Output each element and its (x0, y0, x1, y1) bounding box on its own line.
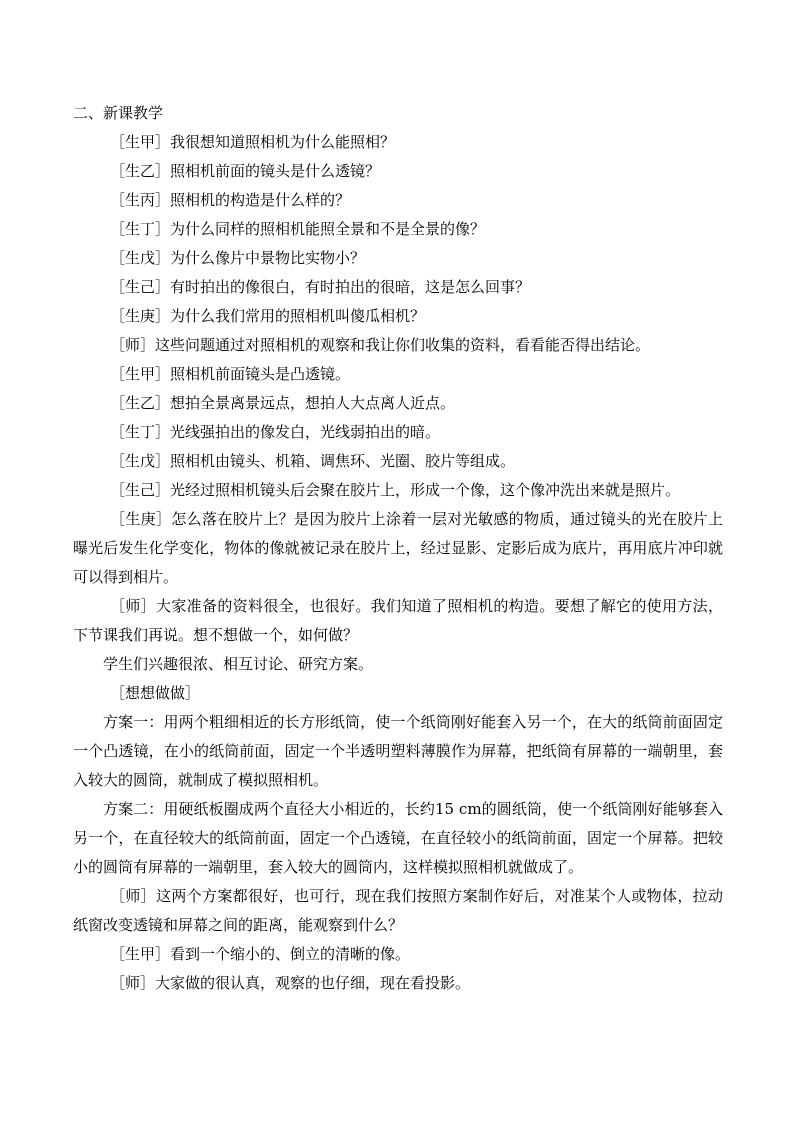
paragraph-sheng-geng: ［生庚］怎么落在胶片上？是因为胶片上涂着一层对光敏感的物质，通过镜头的光在胶片上曝光后发生化学变化，物体的像就被记录在胶片上，经过显影、定影后成为底片，再用底片冲印就可以得到相片。 (73, 510, 723, 586)
dialogue-line: ［生丁］光线强拍出的像发白，光线弱拍出的暗。 (110, 423, 441, 441)
dialogue-line: ［生己］光经过照相机镜头后会聚在胶片上，形成一个像，这个像冲洗出来就是照片。 (110, 481, 681, 499)
dialogue-line: ［生甲］照相机前面镜头是凸透镜。 (110, 365, 351, 383)
think-and-do-heading: ［想想做做］ (110, 684, 201, 702)
dialogue-line: ［生戊］为什么像片中景物比实物小？ (110, 249, 366, 267)
dialogue-line: ［生庚］为什么我们常用的照相机叫傻瓜相机？ (110, 307, 426, 325)
paragraph-plan-1: 方案一：用两个粗细相近的长方形纸筒，使一个纸筒刚好能套入另一个，在大的纸筒前面固定一个凸透镜，在小的纸筒前面，固定一个半透明塑料薄膜作为屏幕，把纸筒有屏幕的一端朝里，套入较大的圆筒，就制成了模拟照相机。 (73, 713, 723, 789)
dialogue-line: ［生甲］看到一个缩小的、倒立的清晰的像。 (110, 945, 411, 963)
dialogue-line: ［生甲］我很想知道照相机为什么能照相？ (110, 133, 396, 151)
dialogue-line: ［生丁］为什么同样的照相机能照全景和不是全景的像？ (110, 220, 486, 238)
dialogue-line: ［生丙］照相机的构造是什么样的？ (110, 191, 351, 209)
document-body (73, 99, 723, 998)
section-heading: 二、新课教学 (73, 104, 164, 122)
students-discussion-line: 学生们兴趣很浓、相互讨论、研究方案。 (103, 655, 374, 673)
dialogue-line: ［生戊］照相机由镜头、机箱、调焦环、光圈、胶片等组成。 (110, 452, 516, 470)
paragraph-teacher-2: ［师］这两个方案都很好，也可行，现在我们按照方案制作好后，对准某个人或物体，拉动纸窗改变透镜和屏幕之间的距离，能观察到什么？ (73, 887, 723, 934)
paragraph-teacher-1: ［师］大家准备的资料很全，也很好。我们知道了照相机的构造。要想了解它的使用方法，下节课我们再说。想不想做一个，如何做？ (73, 597, 723, 644)
dialogue-line: ［生乙］照相机前面的镜头是什么透镜？ (110, 162, 381, 180)
paragraph-plan-2: 方案二：用硬纸板圈成两个直径大小相近的，长约15 cm的圆纸筒，使一个纸筒刚好能够套入另一个，在直径较大的纸筒前面，固定一个凸透镜，在直径较小的纸筒前面，固定一个屏幕。把较小的圆筒有屏幕的一端朝里，套入较大的圆筒内，这样模拟照相机就做成了。 (73, 800, 723, 876)
dialogue-line: ［师］大家做的很认真，观察的也仔细，现在看投影。 (110, 974, 471, 992)
dialogue-line: ［生己］有时拍出的像很白，有时拍出的很暗，这是怎么回事？ (110, 278, 531, 296)
dialogue-line: ［师］这些问题通过对照相机的观察和我让你们收集的资料，看看能否得出结论。 (110, 336, 651, 354)
dialogue-line: ［生乙］想拍全景离景远点，想拍人大点离人近点。 (110, 394, 456, 412)
